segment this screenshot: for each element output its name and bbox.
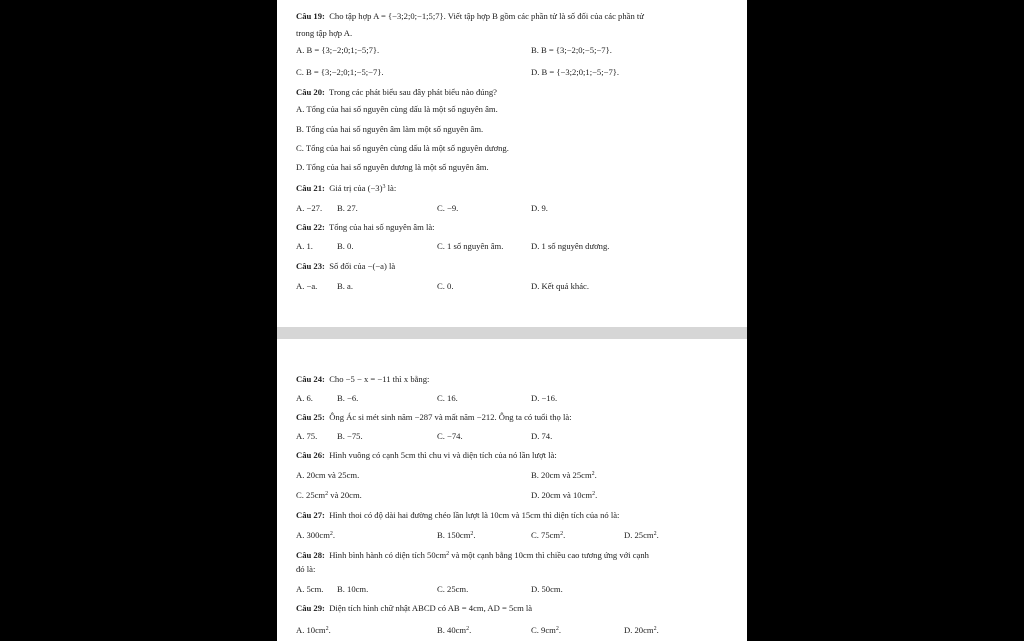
option-text-end: . (563, 530, 566, 540)
option-a (296, 530, 335, 540)
question-text-end: là: (385, 183, 397, 193)
question-text-end: và một cạnh bằng 10cm thì chiều cao tương ứng với cạnh (449, 550, 649, 560)
question-label: Câu 21: (296, 183, 325, 193)
option-text: B. 150cm (437, 530, 471, 540)
page-separator (277, 327, 747, 339)
option-b: B. −6. (337, 393, 359, 403)
exponent: 2 (325, 491, 329, 497)
question-25 (296, 412, 572, 422)
option-text: A. 10cm (296, 625, 326, 635)
option-c: C. 0. (437, 281, 454, 291)
question-28 (296, 550, 649, 560)
question-text-continued: đó là: (296, 564, 316, 574)
option-a: A. 1. (296, 241, 313, 251)
exponent: 2 (591, 471, 595, 477)
option-a: A. B = {3;−2;0;1;−5;7}. (296, 45, 380, 55)
exponent: 2 (446, 551, 450, 557)
option-text-end: . (469, 625, 472, 635)
option-text: B. 40cm (437, 625, 467, 635)
option-text-end: và 20cm. (328, 490, 362, 500)
option-text: C. 25cm (296, 490, 326, 500)
question-text: Cho −5 − x = −11 thì x bằng: (329, 374, 430, 384)
question-text: Hình thoi có độ dài hai đường chéo lần lượt là 10cm và 15cm thì diện tích của nó là: (329, 510, 620, 520)
option-d: D. 9. (531, 203, 548, 213)
option-d (624, 625, 659, 635)
question-24 (296, 374, 429, 384)
option-text-end: . (328, 625, 331, 635)
option-d: D. B = {−3;2;0;1;−5;−7}. (531, 67, 620, 77)
option-d: D. −16. (531, 393, 558, 403)
option-c: C. −74. (437, 431, 463, 441)
question-label: Câu 24: (296, 374, 325, 384)
question-label: Câu 23: (296, 261, 325, 271)
option-a: A. −a. (296, 281, 318, 291)
question-29 (296, 603, 532, 613)
option-b: B. B = {3;−2;0;−5;−7}. (531, 45, 612, 55)
option-text-end: . (656, 530, 659, 540)
option-a: A. 5cm. (296, 584, 324, 594)
option-text-end: . (656, 625, 659, 635)
option-c: C. 16. (437, 393, 458, 403)
exponent: 2 (592, 491, 596, 497)
question-20 (296, 87, 497, 97)
question-19 (296, 11, 644, 21)
option-a: A. 6. (296, 393, 313, 403)
question-label: Câu 27: (296, 510, 325, 520)
question-text: Số đối của −(−a) là (329, 261, 396, 271)
option-c: C. 25cm. (437, 584, 469, 594)
question-text: Cho tập hợp A = {−3;2;0;−1;5;7}. Viết tập hợp B gồm các phần tử là số đối của các phần tử (329, 11, 644, 21)
option-d (624, 530, 659, 540)
question-text: Tổng của hai số nguyên âm là: (329, 222, 435, 232)
option-b: B. 0. (337, 241, 354, 251)
option-text-end: . (595, 490, 598, 500)
question-label: Câu 25: (296, 412, 325, 422)
option-text: C. 9cm (531, 625, 556, 635)
option-c: C. 1 số nguyên âm. (437, 241, 504, 251)
question-text: Trong các phát biểu sau đây phát biểu nào đúng? (329, 87, 497, 97)
exponent: 2 (470, 531, 474, 537)
option-text: D. 25cm (624, 530, 654, 540)
exponent: 2 (555, 626, 559, 632)
exponent: 2 (560, 531, 564, 537)
option-c: C. Tổng của hai số nguyên cùng dấu là một số nguyên dương. (296, 143, 509, 153)
question-label: Câu 19: (296, 11, 325, 21)
option-text-end: . (594, 470, 597, 480)
option-text-end: . (473, 530, 476, 540)
option-d: D. 1 số nguyên dương. (531, 241, 610, 251)
option-text: A. 300cm (296, 530, 330, 540)
option-d: D. 50cm. (531, 584, 563, 594)
option-text: D. 20cm (624, 625, 654, 635)
option-a: A. Tổng của hai số nguyên cùng dấu là một số nguyên âm. (296, 104, 498, 114)
question-23 (296, 261, 395, 271)
question-label: Câu 22: (296, 222, 325, 232)
option-text: C. 75cm (531, 530, 561, 540)
question-22 (296, 222, 435, 232)
question-26 (296, 450, 557, 460)
question-21 (296, 183, 396, 193)
option-d (531, 490, 597, 500)
question-27 (296, 510, 619, 520)
option-c: C. B = {3;−2;0;1;−5;−7}. (296, 67, 384, 77)
question-text: Hình bình hành có diện tích 50cm (329, 550, 447, 560)
option-a: A. 20cm và 25cm. (296, 470, 360, 480)
exponent: 3 (382, 184, 386, 190)
option-d: D. Tổng của hai số nguyên dương là một số nguyên âm. (296, 162, 489, 172)
option-d: D. Kết quả khác. (531, 281, 589, 291)
option-text-end: . (558, 625, 561, 635)
option-b: B. −75. (337, 431, 363, 441)
option-a (296, 625, 331, 635)
option-b: B. 27. (337, 203, 358, 213)
option-text: D. 20cm và 10cm (531, 490, 593, 500)
option-a: A. 75. (296, 431, 318, 441)
question-text: Ông Ác si mét sinh năm −287 và mất năm −212. Ông ta có tuổi thọ là: (329, 412, 572, 422)
exponent: 2 (653, 626, 657, 632)
question-text: Hình vuông có cạnh 5cm thì chu vi và diện tích của nó lần lượt là: (329, 450, 557, 460)
question-label: Câu 29: (296, 603, 325, 613)
exponent: 2 (653, 531, 657, 537)
question-text: Giá trị của (−3) (329, 183, 383, 193)
exponent: 2 (329, 531, 333, 537)
option-text-end: . (332, 530, 336, 540)
option-b (531, 470, 597, 480)
option-c (296, 490, 362, 500)
option-b (437, 530, 476, 540)
question-text: Diện tích hình chữ nhật ABCD có AB = 4cm, AD = 5cm là (329, 603, 533, 613)
question-label: Câu 20: (296, 87, 325, 97)
option-b (437, 625, 471, 635)
option-b: B. a. (337, 281, 353, 291)
exponent: 2 (325, 626, 329, 632)
option-b: B. Tổng của hai số nguyên âm làm một số nguyên âm. (296, 124, 484, 134)
question-text-continued: trong tập hợp A. (296, 28, 353, 38)
question-label: Câu 26: (296, 450, 325, 460)
option-c (531, 530, 565, 540)
option-c (531, 625, 561, 635)
question-label: Câu 28: (296, 550, 325, 560)
option-b: B. 10cm. (337, 584, 369, 594)
option-d: D. 74. (531, 431, 553, 441)
exponent: 2 (466, 626, 470, 632)
option-a: A. −27. (296, 203, 323, 213)
option-text: B. 20cm và 25cm (531, 470, 592, 480)
option-c: C. −9. (437, 203, 459, 213)
